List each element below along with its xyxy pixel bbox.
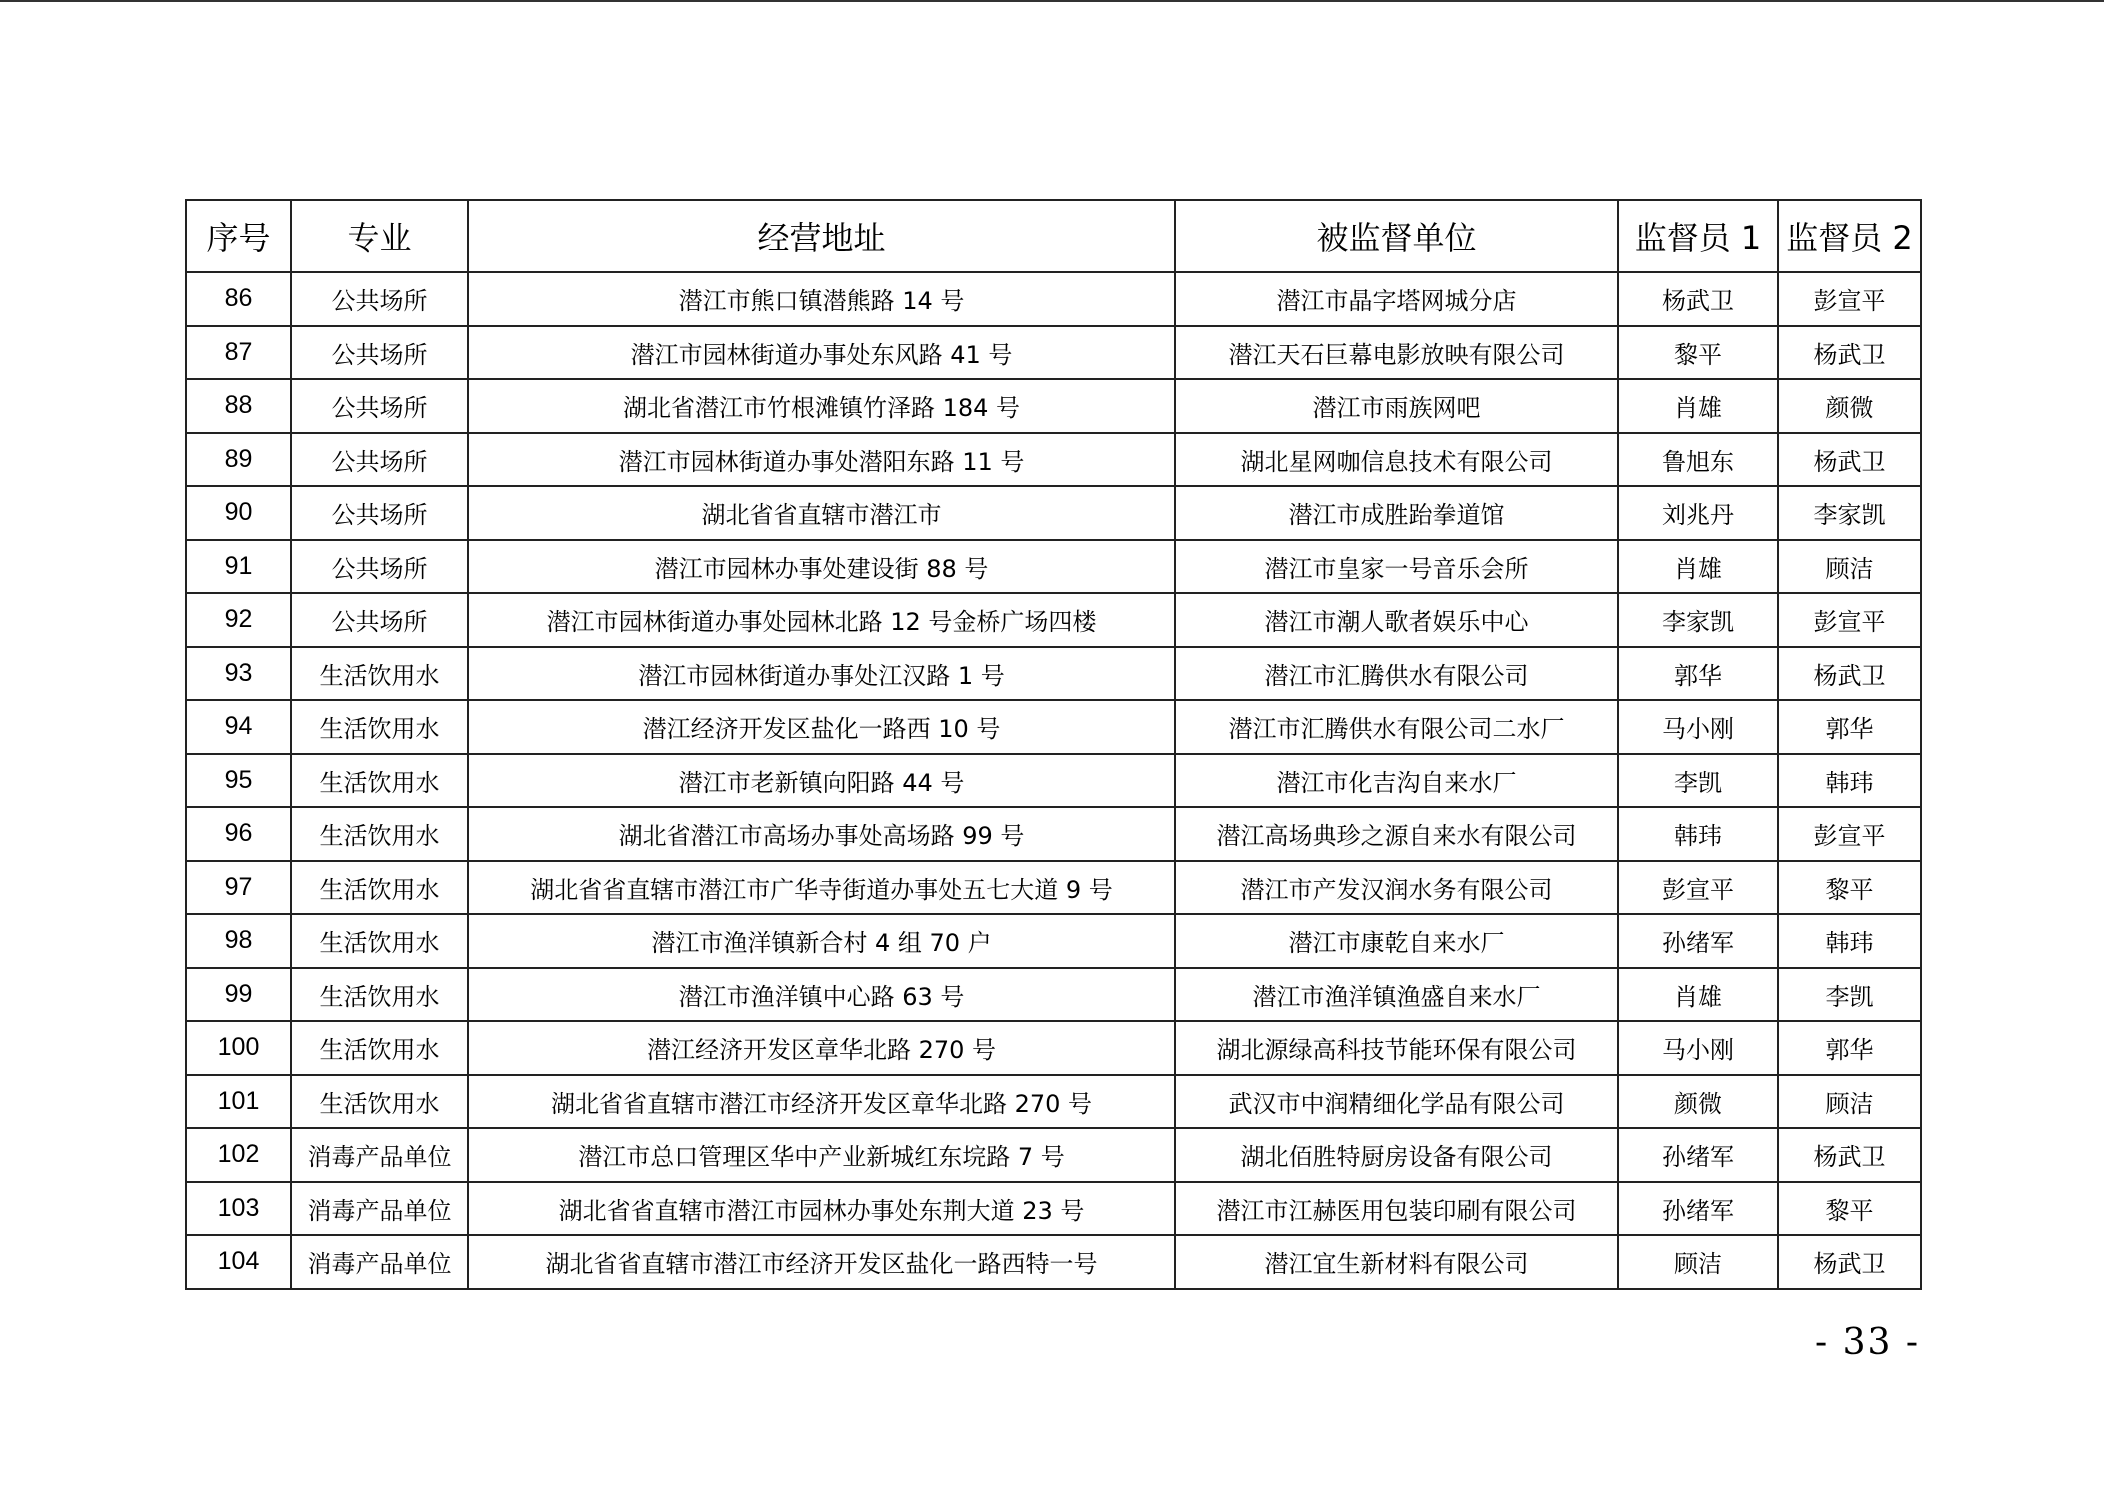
table-row — [186, 326, 1921, 380]
table-row — [186, 1128, 1921, 1182]
supervisor-1-cell: 李家凯 — [1618, 593, 1778, 647]
serial-number-cell: 93 — [186, 647, 291, 701]
address-cell: 潜江市园林街道办事处潜阳东路 11 号 — [468, 433, 1175, 487]
header-supervisor-1: 监督员 1 — [1618, 200, 1778, 272]
supervisor-2-cell: 郭华 — [1778, 1021, 1921, 1075]
supervised-unit-cell: 潜江市潮人歌者娱乐中心 — [1175, 593, 1618, 647]
supervisor-1-cell: 刘兆丹 — [1618, 486, 1778, 540]
serial-number-cell: 87 — [186, 326, 291, 380]
table-row — [186, 379, 1921, 433]
supervisor-1-cell: 鲁旭东 — [1618, 433, 1778, 487]
supervisor-2-cell: 彭宣平 — [1778, 807, 1921, 861]
supervised-unit-cell: 潜江市化吉沟自来水厂 — [1175, 754, 1618, 808]
header-specialty: 专业 — [291, 200, 468, 272]
top-border-line — [0, 0, 2104, 2]
supervisor-2-cell: 杨武卫 — [1778, 433, 1921, 487]
supervisor-1-cell: 马小刚 — [1618, 1021, 1778, 1075]
table-row — [186, 1235, 1921, 1289]
supervised-unit-cell: 湖北佰胜特厨房设备有限公司 — [1175, 1128, 1618, 1182]
specialty-cell: 生活饮用水 — [291, 914, 468, 968]
serial-number-cell: 98 — [186, 914, 291, 968]
serial-number-cell: 97 — [186, 861, 291, 915]
specialty-cell: 生活饮用水 — [291, 1075, 468, 1129]
supervised-unit-cell: 潜江市渔洋镇渔盛自来水厂 — [1175, 968, 1618, 1022]
supervisor-2-cell: 韩玮 — [1778, 914, 1921, 968]
address-cell: 潜江经济开发区章华北路 270 号 — [468, 1021, 1175, 1075]
specialty-cell: 公共场所 — [291, 379, 468, 433]
serial-number-cell: 88 — [186, 379, 291, 433]
serial-number-cell: 102 — [186, 1128, 291, 1182]
supervisor-2-cell: 杨武卫 — [1778, 326, 1921, 380]
table-row — [186, 807, 1921, 861]
table-row — [186, 1075, 1921, 1129]
supervisor-2-cell: 杨武卫 — [1778, 647, 1921, 701]
supervised-unit-cell: 潜江天石巨幕电影放映有限公司 — [1175, 326, 1618, 380]
table-row — [186, 647, 1921, 701]
address-cell: 湖北省省直辖市潜江市 — [468, 486, 1175, 540]
page-number: - 33 - — [1814, 1322, 1920, 1363]
serial-number-cell: 91 — [186, 540, 291, 594]
supervisor-2-cell: 黎平 — [1778, 1182, 1921, 1236]
table-row — [186, 1182, 1921, 1236]
supervised-unit-cell: 潜江宜生新材料有限公司 — [1175, 1235, 1618, 1289]
address-cell: 湖北省潜江市高场办事处高场路 99 号 — [468, 807, 1175, 861]
supervised-unit-cell: 武汉市中润精细化学品有限公司 — [1175, 1075, 1618, 1129]
serial-number-cell: 90 — [186, 486, 291, 540]
address-cell: 潜江市老新镇向阳路 44 号 — [468, 754, 1175, 808]
supervisor-2-cell: 顾洁 — [1778, 540, 1921, 594]
supervisor-1-cell: 肖雄 — [1618, 968, 1778, 1022]
specialty-cell: 消毒产品单位 — [291, 1235, 468, 1289]
supervised-unit-cell: 潜江市雨族网吧 — [1175, 379, 1618, 433]
address-cell: 潜江市渔洋镇新合村 4 组 70 户 — [468, 914, 1175, 968]
serial-number-cell: 100 — [186, 1021, 291, 1075]
specialty-cell: 消毒产品单位 — [291, 1128, 468, 1182]
supervised-unit-cell: 潜江市产发汉润水务有限公司 — [1175, 861, 1618, 915]
supervisor-1-cell: 孙绪军 — [1618, 1128, 1778, 1182]
specialty-cell: 生活饮用水 — [291, 968, 468, 1022]
supervisor-1-cell: 李凯 — [1618, 754, 1778, 808]
address-cell: 潜江经济开发区盐化一路西 10 号 — [468, 700, 1175, 754]
address-cell: 湖北省省直辖市潜江市经济开发区章华北路 270 号 — [468, 1075, 1175, 1129]
header-supervised-unit: 被监督单位 — [1175, 200, 1618, 272]
supervised-unit-cell: 潜江市成胜跆拳道馆 — [1175, 486, 1618, 540]
table-row — [186, 1021, 1921, 1075]
supervised-unit-cell: 潜江市皇家一号音乐会所 — [1175, 540, 1618, 594]
supervisor-2-cell: 顾洁 — [1778, 1075, 1921, 1129]
table-row — [186, 968, 1921, 1022]
supervised-unit-cell: 潜江市汇腾供水有限公司 — [1175, 647, 1618, 701]
specialty-cell: 生活饮用水 — [291, 807, 468, 861]
address-cell: 潜江市园林街道办事处江汉路 1 号 — [468, 647, 1175, 701]
specialty-cell: 生活饮用水 — [291, 861, 468, 915]
address-cell: 潜江市总口管理区华中产业新城红东垸路 7 号 — [468, 1128, 1175, 1182]
supervisor-2-cell: 彭宣平 — [1778, 593, 1921, 647]
supervisor-2-cell: 颜微 — [1778, 379, 1921, 433]
supervisor-2-cell: 韩玮 — [1778, 754, 1921, 808]
serial-number-cell: 89 — [186, 433, 291, 487]
table-row — [186, 700, 1921, 754]
serial-number-cell: 95 — [186, 754, 291, 808]
serial-number-cell: 94 — [186, 700, 291, 754]
table-row — [186, 486, 1921, 540]
serial-number-cell: 101 — [186, 1075, 291, 1129]
serial-number-cell: 103 — [186, 1182, 291, 1236]
address-cell: 潜江市园林街道办事处东风路 41 号 — [468, 326, 1175, 380]
supervisor-1-cell: 顾洁 — [1618, 1235, 1778, 1289]
address-cell: 潜江市渔洋镇中心路 63 号 — [468, 968, 1175, 1022]
supervisor-2-cell: 郭华 — [1778, 700, 1921, 754]
supervisor-1-cell: 彭宣平 — [1618, 861, 1778, 915]
supervisor-1-cell: 黎平 — [1618, 326, 1778, 380]
supervised-unit-cell: 潜江市康乾自来水厂 — [1175, 914, 1618, 968]
table-row — [186, 272, 1921, 326]
address-cell: 湖北省省直辖市潜江市广华寺街道办事处五七大道 9 号 — [468, 861, 1175, 915]
specialty-cell: 公共场所 — [291, 326, 468, 380]
specialty-cell: 公共场所 — [291, 540, 468, 594]
specialty-cell: 消毒产品单位 — [291, 1182, 468, 1236]
supervised-unit-cell: 潜江高场典珍之源自来水有限公司 — [1175, 807, 1618, 861]
specialty-cell: 公共场所 — [291, 593, 468, 647]
supervisor-2-cell: 杨武卫 — [1778, 1235, 1921, 1289]
supervisor-1-cell: 孙绪军 — [1618, 914, 1778, 968]
header-serial-number: 序号 — [186, 200, 291, 272]
supervisor-2-cell: 彭宣平 — [1778, 272, 1921, 326]
serial-number-cell: 86 — [186, 272, 291, 326]
header-business-address: 经营地址 — [468, 200, 1175, 272]
serial-number-cell: 96 — [186, 807, 291, 861]
specialty-cell: 公共场所 — [291, 486, 468, 540]
table-row — [186, 540, 1921, 594]
supervised-unit-cell: 湖北星网咖信息技术有限公司 — [1175, 433, 1618, 487]
supervisor-1-cell: 韩玮 — [1618, 807, 1778, 861]
header-supervisor-2: 监督员 2 — [1778, 200, 1921, 272]
supervisor-2-cell: 李凯 — [1778, 968, 1921, 1022]
table-row — [186, 914, 1921, 968]
address-cell: 湖北省省直辖市潜江市园林办事处东荆大道 23 号 — [468, 1182, 1175, 1236]
address-cell: 潜江市园林办事处建设街 88 号 — [468, 540, 1175, 594]
table-header-row — [186, 200, 1921, 272]
specialty-cell: 生活饮用水 — [291, 754, 468, 808]
address-cell: 潜江市园林街道办事处园林北路 12 号金桥广场四楼 — [468, 593, 1175, 647]
supervisor-1-cell: 杨武卫 — [1618, 272, 1778, 326]
specialty-cell: 生活饮用水 — [291, 647, 468, 701]
supervisor-2-cell: 李家凯 — [1778, 486, 1921, 540]
specialty-cell: 生活饮用水 — [291, 700, 468, 754]
specialty-cell: 公共场所 — [291, 433, 468, 487]
supervisor-1-cell: 孙绪军 — [1618, 1182, 1778, 1236]
supervisor-2-cell: 黎平 — [1778, 861, 1921, 915]
supervised-unit-cell: 湖北源绿高科技节能环保有限公司 — [1175, 1021, 1618, 1075]
specialty-cell: 公共场所 — [291, 272, 468, 326]
supervision-table — [185, 199, 1922, 1290]
table-row — [186, 861, 1921, 915]
serial-number-cell: 99 — [186, 968, 291, 1022]
serial-number-cell: 104 — [186, 1235, 291, 1289]
supervised-unit-cell: 潜江市江赫医用包装印刷有限公司 — [1175, 1182, 1618, 1236]
table-body — [186, 272, 1921, 1289]
supervised-unit-cell: 潜江市晶字塔网城分店 — [1175, 272, 1618, 326]
supervisor-1-cell: 郭华 — [1618, 647, 1778, 701]
address-cell: 潜江市熊口镇潜熊路 14 号 — [468, 272, 1175, 326]
supervisor-2-cell: 杨武卫 — [1778, 1128, 1921, 1182]
address-cell: 湖北省潜江市竹根滩镇竹泽路 184 号 — [468, 379, 1175, 433]
serial-number-cell: 92 — [186, 593, 291, 647]
supervisor-1-cell: 马小刚 — [1618, 700, 1778, 754]
supervised-unit-cell: 潜江市汇腾供水有限公司二水厂 — [1175, 700, 1618, 754]
table-row — [186, 754, 1921, 808]
address-cell: 湖北省省直辖市潜江市经济开发区盐化一路西特一号 — [468, 1235, 1175, 1289]
supervisor-1-cell: 肖雄 — [1618, 379, 1778, 433]
table-row — [186, 433, 1921, 487]
supervisor-1-cell: 肖雄 — [1618, 540, 1778, 594]
supervisor-1-cell: 颜微 — [1618, 1075, 1778, 1129]
specialty-cell: 生活饮用水 — [291, 1021, 468, 1075]
table-row — [186, 593, 1921, 647]
